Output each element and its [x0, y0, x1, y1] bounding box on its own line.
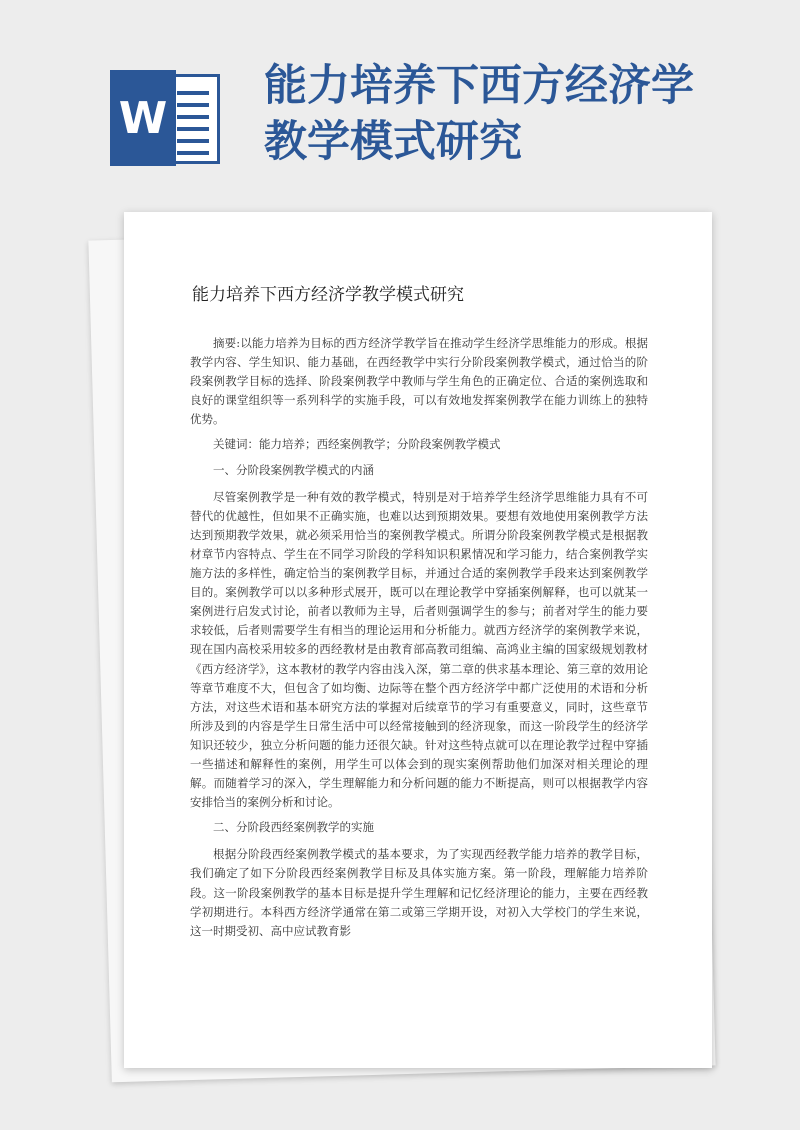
body-paragraph-1: 尽管案例教学是一种有效的教学模式，特别是对于培养学生经济学思维能力具有不可替代的优越性，但如果不正确实施，也难以达到预期效果。要想有效地使用案例教学方法达到预期教学效果，就必须采用恰当的案例教学模式。所谓分阶段案例教学模式是根据教材章节内容特点、学生在不同学习阶段的学科知识积累情况和学习能力，结合案例教学实施方法的多样性，确定恰当的案例教学目标，并通过合适的案例教学手段来达到案例教学目的。案例教学可以以多种形式展开，既可以在理论教学中穿插案例解释，也可以就某一案例进行启发式讨论，前者以教师为主导，后者则强调学生的参与；前者对学生的能力要求较低，后者则需要学生有相当的理论运用和分析能力。就西方经济学的案例教学来说，现在国内高校采用较多的西经教材是由教育部高教司组编、高鸿业主编的国家级规划教材《西方经济学》，这本教材的教学内容由浅入深，第二章的供求基本理论、第三章的效用论等章节难度不大，但包含了如均衡、边际等在整个西方经济学中都广泛使用的术语和分析方法，对这些术语和基本研究方法的掌握对后续章节的学习有重要意义，同时，这些章节所涉及到的内容是学生日常生活中可以经常接触到的经济现象，而这一阶段学生的经济学知识还较少，独立分析问题的能力还很欠缺。针对这些特点就可以在理论教学过程中穿插一些描述和解释性的案例，用学生可以体会到的现实案例帮助他们加深对相关理论的理解。而随着学习的深入，学生理解能力和分析问题的能力不断提高，则可以根据教学内容安排恰当的案例分析和讨论。 [190, 489, 648, 810]
section-heading-2: 二、分阶段西经案例教学的实施 [213, 820, 374, 835]
document-body [190, 334, 648, 941]
banner-title [264, 58, 784, 170]
word-letter-badge: W [110, 70, 176, 166]
document-title: 能力培养下西方经济学教学模式研究 [192, 285, 464, 305]
document-page [124, 212, 712, 1068]
banner-title-line-2: 教学模式研究 [264, 117, 522, 167]
section-heading-1: 一、分阶段案例教学模式的内涵 [213, 462, 374, 477]
banner-title-line-1: 能力培养下西方经济学 [264, 61, 694, 111]
abstract-paragraph: 摘要:以能力培养为目标的西方经济学教学旨在推动学生经济学思维能力的形成。根据教学内容、学生知识、能力基础，在西经教学中实行分阶段案例教学模式，通过恰当的阶段案例教学目标的选择、阶段案例教学中教师与学生角色的正确定位、合适的案例选取和良好的课堂组织等一系列科学的实施手段，可以有效地发挥案例教学在能力训练上的独特优势。 [190, 336, 648, 427]
body-paragraph-2: 根据分阶段西经案例教学模式的基本要求，为了实现西经教学能力培养的教学目标，我们确定了如下分阶段西经案例教学目标及具体实施方案。第一阶段，理解能力培养阶段。这一阶段案例教学的基本目标是提升学生理解和记忆经济理论的能力，主要在西经教学初期进行。本科西方经济学通常在第二或第三学期开设，对初入大学校门的学生来说，这一时期受初、高中应试教育影 [190, 847, 648, 938]
word-document-icon [110, 70, 222, 166]
keywords-line: 关键词：能力培养；西经案例教学；分阶段案例教学模式 [213, 437, 501, 452]
